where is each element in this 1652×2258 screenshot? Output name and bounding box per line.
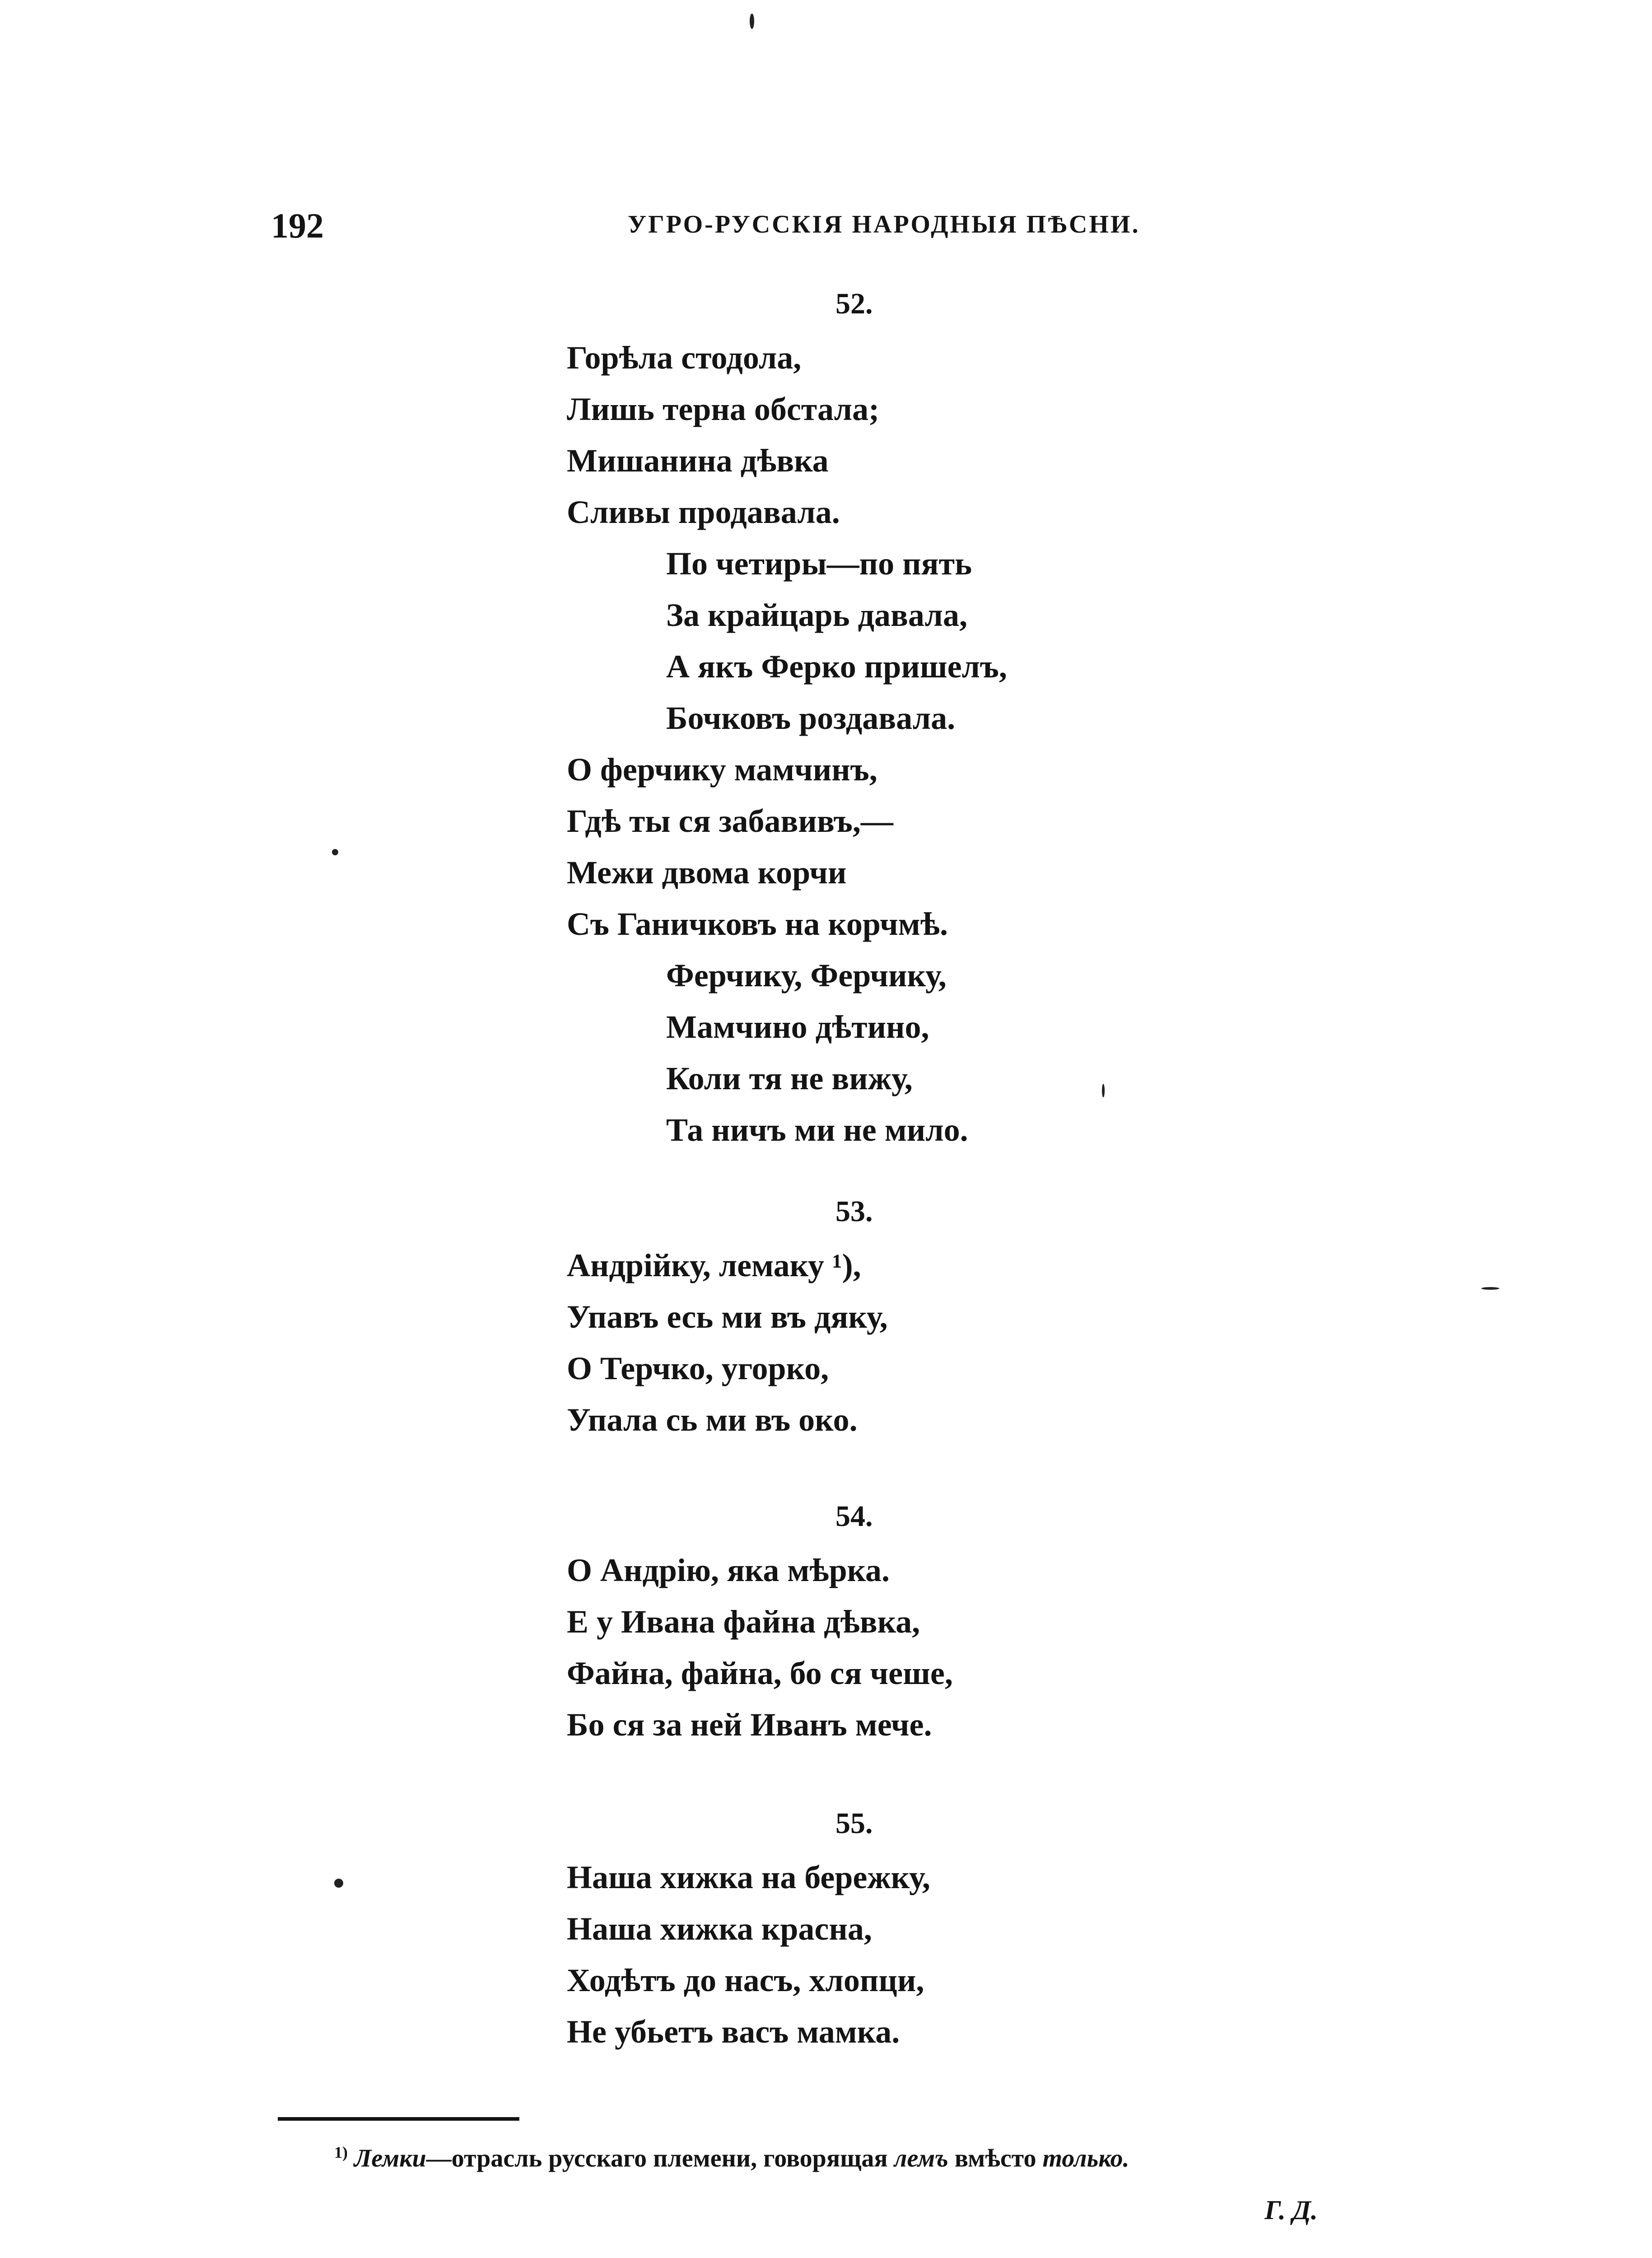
- verse-line: Горѣла стодола,: [567, 340, 802, 376]
- song-block: [567, 1240, 888, 1446]
- verse-line: Мамчино дѣтино,: [666, 1009, 929, 1045]
- scan-speck: [334, 1879, 343, 1888]
- footnote-word-tolko: только.: [1042, 2144, 1129, 2173]
- footnote-middle: вмѣсто: [954, 2144, 1036, 2173]
- verse-line: Коли тя не вижу,: [666, 1060, 913, 1096]
- verse-line: Ходѣтъ до насъ, хлопци,: [567, 1962, 924, 1998]
- song-block: [567, 1852, 930, 2057]
- verse-line: Лишь терна обстала;: [567, 391, 880, 427]
- verse-line: По четиры—по пять: [666, 546, 972, 582]
- verse-line: Бочковъ роздавала.: [666, 700, 956, 736]
- verse-line: Ферчику, Ферчику,: [666, 957, 947, 994]
- footnote: [334, 2143, 1129, 2173]
- page-header: [271, 205, 1381, 255]
- scan-speck: [750, 14, 754, 29]
- song-number: 54.: [835, 1500, 873, 1533]
- verse-line: А якъ Ферко пришелъ,: [666, 648, 1007, 685]
- song-block: [567, 332, 1007, 1156]
- footnote-term: Лемки: [354, 2144, 426, 2173]
- footnote-marker: 1): [334, 2143, 348, 2161]
- song-block: [567, 1544, 953, 1750]
- page-number: 192: [271, 206, 324, 245]
- verse-line: О ферчику мамчинъ,: [567, 751, 877, 788]
- verse-line: Наша хижка на бережку,: [567, 1859, 930, 1895]
- verse-line: Межи двома корчи: [567, 854, 847, 891]
- verse-line: Гдѣ ты ся забавивъ,—: [567, 803, 893, 839]
- song-number: 53.: [835, 1195, 873, 1228]
- verse-line: Съ Ганичковъ на корчмѣ.: [567, 906, 948, 942]
- scan-speck: [1481, 1287, 1499, 1290]
- footnote-signature: Г. Д.: [1265, 2195, 1318, 2225]
- verse-line: Сливы продавала.: [567, 494, 840, 530]
- verse-line: О Терчко, угорко,: [567, 1350, 829, 1386]
- song-number: 55.: [835, 1807, 873, 1840]
- running-title: УГРО-РУССКІЯ НАРОДНЫЯ ПѢСНИ.: [628, 210, 1140, 238]
- footnote-text: —отрасль русскаго племени, говорящая: [426, 2144, 888, 2173]
- scan-speck: [1102, 1084, 1105, 1097]
- verse-line: За крайцарь давала,: [666, 597, 967, 633]
- verse-line: Файна, файна, бо ся чеше,: [567, 1655, 953, 1691]
- footnote-rule: [278, 2117, 519, 2121]
- verse-line: Е у Ивана файна дѣвка,: [567, 1604, 920, 1640]
- scan-speck: [332, 849, 338, 855]
- song-number: 52.: [835, 287, 873, 320]
- verse-line: Та ничъ ми не мило.: [666, 1112, 968, 1148]
- verse-line: Упавъ есь ми въ дяку,: [567, 1299, 888, 1335]
- verse-line: О Андрію, яка мѣрка.: [567, 1552, 890, 1588]
- verse-line: Наша хижка красна,: [567, 1911, 872, 1947]
- verse-line: Мишанина дѣвка: [567, 443, 829, 479]
- footnote-word-lem: лемъ: [894, 2144, 948, 2173]
- verse-line: Не убьетъ васъ мамка.: [567, 2014, 900, 2050]
- verse-line: Андрійку, лемаку ¹),: [567, 1247, 861, 1283]
- verse-line: Бо ся за ней Иванъ мече.: [567, 1707, 932, 1743]
- verse-line: Упала сь ми въ око.: [567, 1402, 858, 1438]
